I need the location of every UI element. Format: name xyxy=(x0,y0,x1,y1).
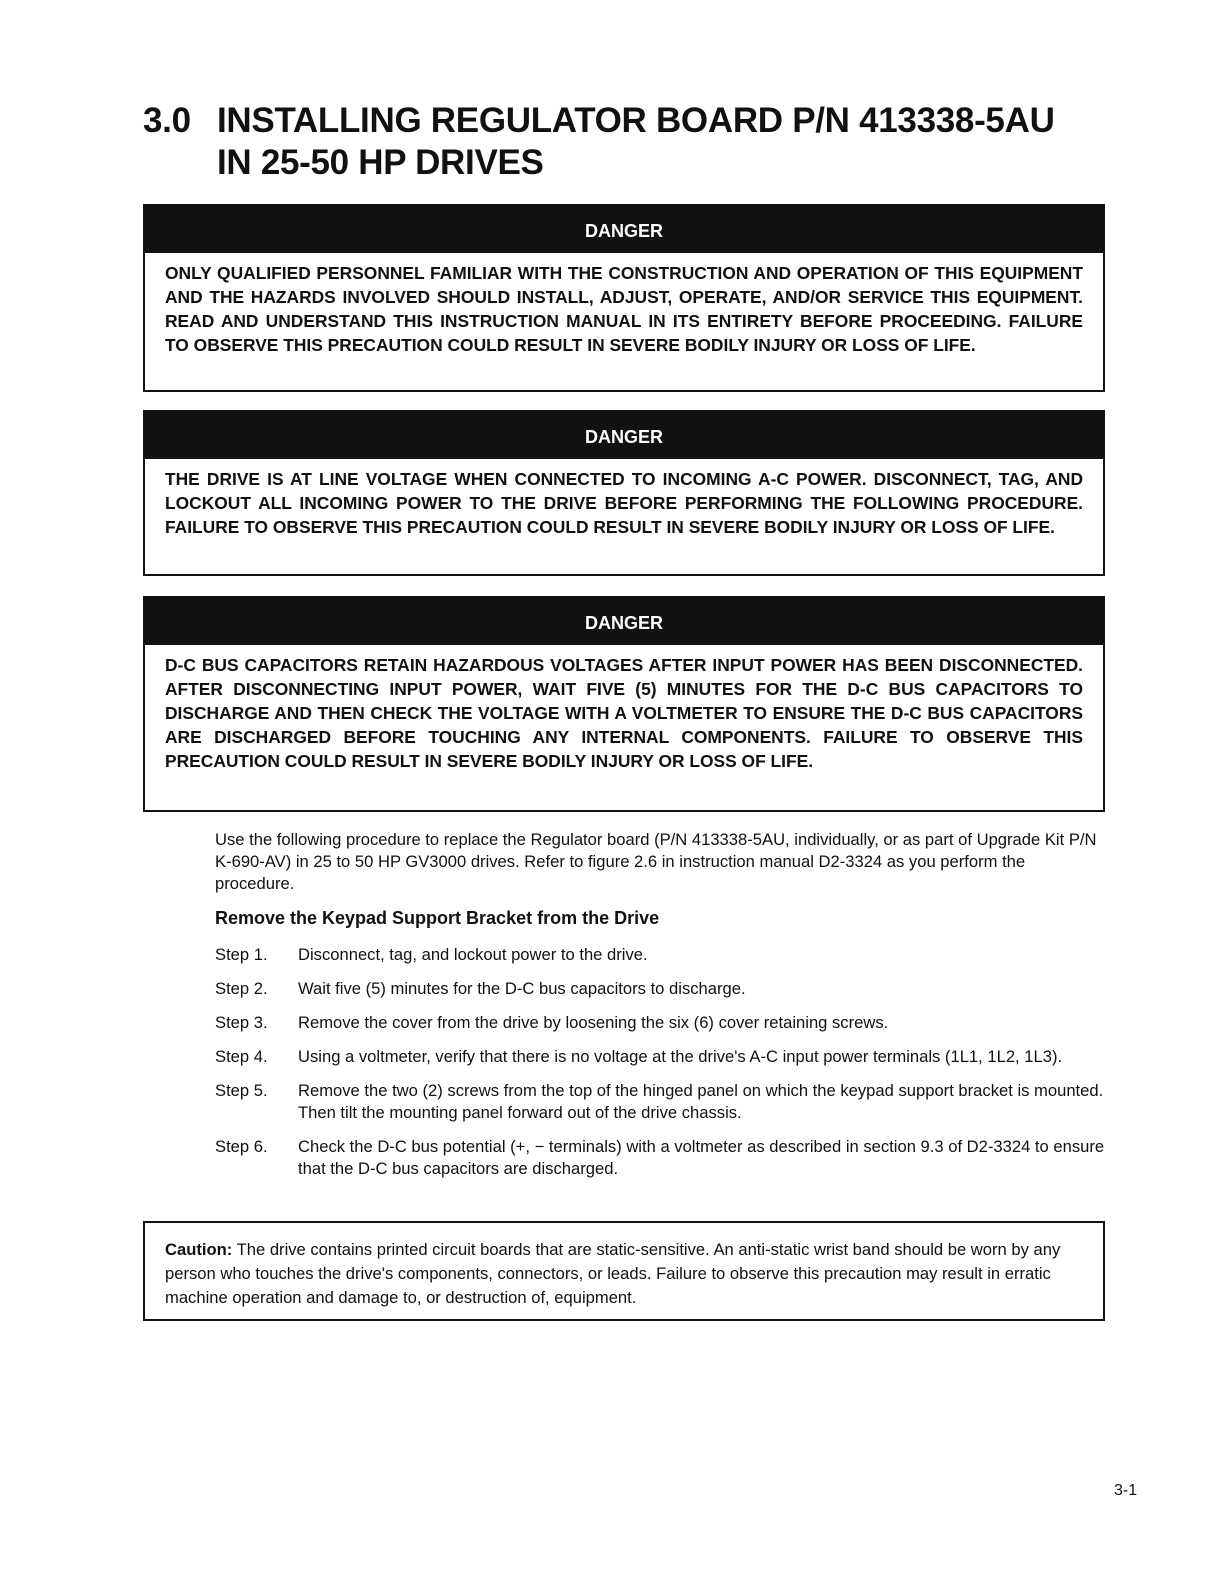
caution-text: The drive contains printed circuit boards that are static-sensitive. An anti-static wrist band should be worn by any person who touches the drive's components, connectors, or leads. Failure to observe this precaution may result in erratic machine operation and damage to, or destruction of, equipment. xyxy=(165,1240,1061,1307)
intro-paragraph: Use the following procedure to replace the Regulator board (P/N 413338-5AU, individually, or as part of Upgrade Kit P/N K-690-AV) in 25 to 50 HP GV3000 drives. Refer to figure 2.6 in instruction manual D2-3324 as you perform the procedure. xyxy=(215,830,1097,893)
step-label: Step 4. xyxy=(215,1047,268,1066)
step-label: Step 1. xyxy=(215,945,268,964)
danger-text: THE DRIVE IS AT LINE VOLTAGE WHEN CONNECTED TO INCOMING A-C POWER. DISCONNECT, TAG, AND LOCKOUT ALL INCOMING POWER TO THE DRIVE BEFORE PERFORMING THE FOLLOWING PROCEDURE. FAILURE TO OBSERVE THIS PRECAUTION COULD RESULT IN SEVERE BODILY INJURY OR LOSS OF LIFE. xyxy=(165,469,1083,537)
page-number: 3-1 xyxy=(1114,1482,1138,1499)
step-label: Step 2. xyxy=(215,979,268,998)
danger-text: D-C BUS CAPACITORS RETAIN HAZARDOUS VOLTAGES AFTER INPUT POWER HAS BEEN DISCONNECTED. AFTER DISCONNECTING INPUT POWER, WAIT FIVE (5) MINUTES FOR THE D-C BUS CAPACITORS TO DISCHARGE AND THEN CHECK THE VOLTAGE WITH A VOLTMETER TO ENSURE THE D-C BUS CAPACITORS ARE DISCHARGED BEFORE TOUCHING ANY INTERNAL COMPONENTS. FAILURE TO OBSERVE THIS PRECAUTION COULD RESULT IN SEVERE BODILY INJURY OR LOSS OF LIFE. xyxy=(165,655,1083,771)
step-text: Remove the cover from the drive by loosening the six (6) cover retaining screws. xyxy=(298,1013,889,1032)
danger-box-bus-capacitors xyxy=(143,596,1105,812)
step-4 xyxy=(215,1046,1105,1068)
step-text: Remove the two (2) screws from the top of the hinged panel on which the keypad support bracket is mounted. Then tilt the mounting panel forward out of the drive chassis. xyxy=(298,1081,1104,1122)
step-text: Disconnect, tag, and lockout power to the drive. xyxy=(298,945,648,964)
danger-label: DANGER xyxy=(145,598,1103,645)
step-2 xyxy=(215,978,1105,1000)
danger-box-line-voltage xyxy=(143,410,1105,576)
procedure-subheading: Remove the Keypad Support Bracket from the Drive xyxy=(215,908,660,928)
caution-label: Caution: xyxy=(165,1240,233,1259)
step-5 xyxy=(215,1080,1105,1124)
step-1 xyxy=(215,944,1105,966)
title-line-2: IN 25-50 HP DRIVES xyxy=(217,143,544,182)
danger-box-qualified-personnel xyxy=(143,204,1105,392)
step-label: Step 3. xyxy=(215,1013,268,1032)
step-label: Step 5. xyxy=(215,1081,268,1100)
title-line-1: INSTALLING REGULATOR BOARD P/N 413338-5AU xyxy=(217,101,1055,140)
danger-label: DANGER xyxy=(145,206,1103,253)
page-title xyxy=(143,100,1133,184)
step-text: Using a voltmeter, verify that there is no voltage at the drive's A-C input power terminals (1L1, 1L2, 1L3). xyxy=(298,1047,1063,1066)
section-number: 3.0 xyxy=(143,101,191,140)
step-text: Check the D-C bus potential (+, − terminals) with a voltmeter as described in section 9.3 of D2-3324 to ensure that the D-C bus capacitors are discharged. xyxy=(298,1137,1105,1178)
procedure-steps xyxy=(215,944,1105,1192)
step-text: Wait five (5) minutes for the D-C bus capacitors to discharge. xyxy=(298,979,746,998)
step-3 xyxy=(215,1012,1105,1034)
danger-text: ONLY QUALIFIED PERSONNEL FAMILIAR WITH THE CONSTRUCTION AND OPERATION OF THIS EQUIPMENT AND THE HAZARDS INVOLVED SHOULD INSTALL, ADJUST, OPERATE, AND/OR SERVICE THIS EQUIPMENT. READ AND UNDERSTAND THIS INSTRUCTION MANUAL IN ITS ENTIRETY BEFORE PROCEEDING. FAILURE TO OBSERVE THIS PRECAUTION COULD RESULT IN SEVERE BODILY INJURY OR LOSS OF LIFE. xyxy=(165,263,1083,355)
danger-label: DANGER xyxy=(145,412,1103,459)
step-6 xyxy=(215,1136,1105,1180)
step-label: Step 6. xyxy=(215,1137,268,1156)
caution-box xyxy=(143,1221,1105,1321)
